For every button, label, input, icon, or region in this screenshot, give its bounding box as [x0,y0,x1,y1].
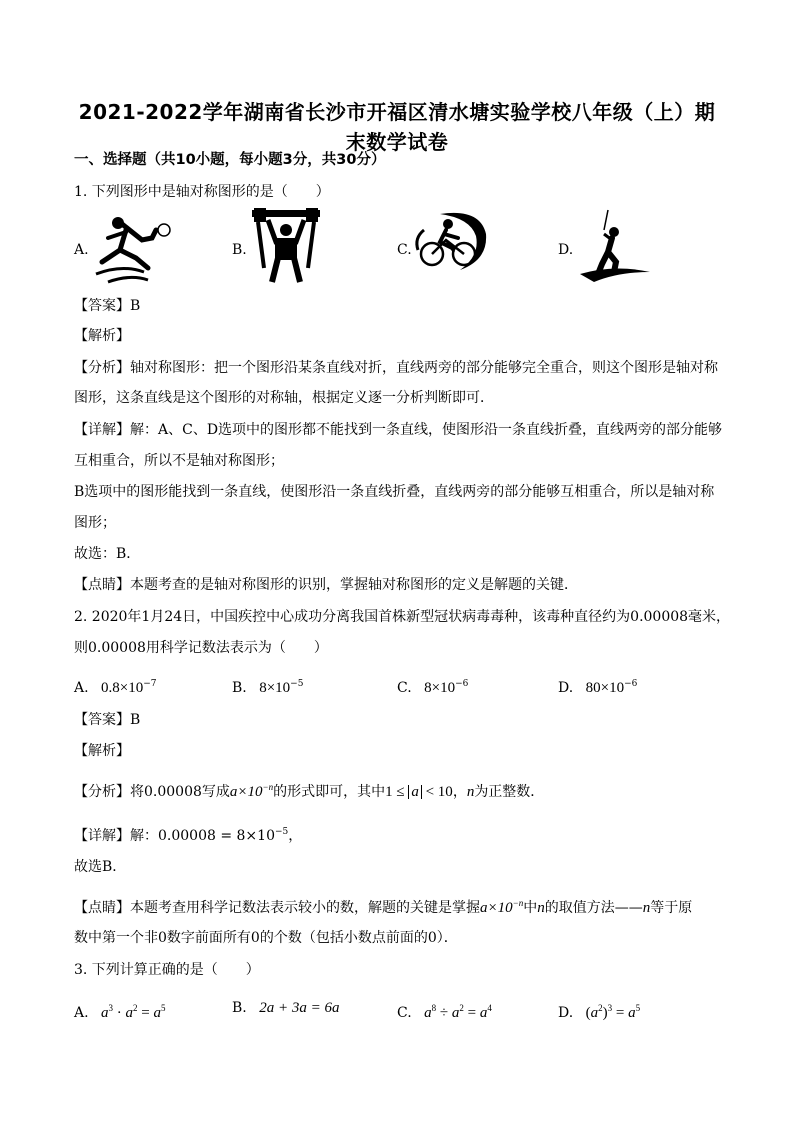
q2-fenxi: 【分析】将0.00008写成$a\times 10^{-n}$的形式即可，其中1 ≤ a < 10，n为正整数． [74,782,545,800]
q3-option-a-label: A. [74,1005,89,1021]
q3-option-a [74,998,165,1023]
q1-xiangjie-2: 互相重合，所以不是轴对称图形； [74,453,284,469]
q2-answer: 【答案】B [74,712,141,728]
q2-dianjing-mid2: 的取值方法—— [544,900,643,916]
q2-dianjing-n: n [537,900,545,916]
q3-option-d-label: D. [558,1005,574,1021]
q2-xiangjie-tail: ， [288,828,303,844]
q1-xiangjie-1: 【详解】解：A、C、D选项中的图形都不能找到一条直线，使图形沿一条直线折叠，直线两旁的部分能够 [74,422,723,438]
q2-option-b-label: B. [232,680,247,696]
q2-dianjing-expr: a×10 [480,900,513,916]
q2-option-d-exp: −6 [624,679,638,689]
q2-choose: 故选B． [74,859,127,875]
q3-option-c [397,998,492,1023]
page-title-line2: 末数学试卷 [345,130,449,154]
q2-xiangjie-pre: 【详解】解：0.00008 = 8×10 [74,828,275,844]
q2-option-b-coef: 8×10 [259,680,291,696]
q2-dianjing-2: 数中第一个非0数字前面所有0的个数（包括小数点前面的0）． [74,930,458,946]
q2-xiangjie-exp: −5 [274,827,289,837]
q1-fenxi-1: 【分析】轴对称图形：把一个图形沿某条直线对折，直线两旁的部分能够完全重合，则这个图形是轴对称 [74,360,718,376]
q2-option-a-label: A. [74,680,89,696]
q2-fenxi-expr: a×10 [229,784,263,800]
q1-option-b-label: B. [232,242,247,258]
q2-analysis-label: 【解析】 [74,743,130,759]
volleyball-player-icon [92,210,174,284]
q2-option-d-label: D. [558,680,574,696]
q2-option-d [558,674,637,698]
q1-choose: 故选：B． [74,546,141,562]
q2-option-c [397,674,468,698]
q3-option-b-label: B. [232,1000,247,1016]
q1-stem: 1. 下列图形中是轴对称图形的是（ ） [74,184,330,200]
q2-option-c-label: C. [397,680,412,696]
q2-option-b-exp: −5 [290,679,304,689]
q3-stem: 3. 下列计算正确的是（ ） [74,962,260,978]
q1-option-c-label: C. [397,242,412,258]
q2-xiangjie [74,822,302,846]
q2-option-a-coef: 0.8×10 [101,680,144,696]
section-heading: 一、选择题（共10小题，每小题3分，共30分） [74,152,386,168]
q3-option-d [558,998,640,1023]
q1-dianjing: 【点睛】本题考查的是轴对称图形的识别，掌握轴对称图形的定义是解题的关键． [74,577,578,593]
q2-fenxi-expr-exp: −n [262,782,274,792]
q2-fenxi-mid: 的形式即可，其中 [273,784,386,800]
q2-option-a-exp: −7 [143,679,157,689]
golfer-icon [574,208,654,284]
q1-answer: 【答案】B [74,298,141,314]
q2-option-c-coef: 8×10 [424,680,456,696]
q3-option-d-expr: $(a^2)^3 = a^5$ [585,1003,641,1021]
q1-xiangjie-4: 图形； [74,515,116,531]
q2-dianjing-pre: 【点睛】本题考查用科学记数法表示较小的数，解题的关键是掌握 [74,900,480,916]
q1-xiangjie-3: B选项中的图形能找到一条直线，使图形沿一条直线折叠，直线两旁的部分能够互相重合，所以是轴对称 [74,484,715,500]
cyclist-icon [410,208,490,274]
q2-option-c-exp: −6 [455,679,469,689]
q2-fenxi-ineq-a: a [411,784,419,800]
q3-option-c-label: C. [397,1005,412,1021]
q3-option-a-expr: $a^3 \cdot a^2 = a^5$ [101,1003,166,1021]
q2-fenxi-ineq-right: < 10 [421,784,453,800]
q3-option-b-expr: 2a + 3a = 6a [259,1000,340,1016]
q2-option-d-coef: 80×10 [585,680,625,696]
q2-fenxi-pre: 【分析】将0.00008写成 [74,784,230,800]
weightlifter-icon [250,208,322,284]
q3-option-b [232,998,339,1018]
q2-dianjing-tail: 等于原 [650,900,693,916]
q2-option-a [74,674,157,698]
q2-stem-2: 则0.00008用科学记数法表示为（ ） [74,640,328,656]
q1-option-a-label: A. [74,242,89,258]
q2-dianjing-n2: n [642,900,651,916]
q3-option-c-expr: $a^8 \div a^2 = a^4$ [424,1003,492,1021]
q2-dianjing-expr-exp: −n [512,898,524,908]
q2-dianjing-mid: 中 [523,900,538,916]
q2-stem-1: 2. 2020年1月24日，中国疾控中心成功分离我国首株新型冠状病毒毒种，该毒种直径约为0.00008毫米， [74,609,731,625]
q2-option-b [232,674,303,698]
q2-fenxi-ineq-left: 1 ≤ [385,784,409,800]
q1-fenxi-2: 图形，这条直线是这个图形的对称轴，根据定义逐一分析判断即可． [74,390,494,406]
page-title-line1: 2021-2022学年湖南省长沙市开福区清水塘实验学校八年级（上）期 [78,100,716,124]
q1-option-d-label: D. [558,242,574,258]
q1-analysis-label: 【解析】 [74,328,130,344]
q2-dianjing [74,893,692,918]
q2-fenxi-tail-n: n [466,784,475,800]
q2-fenxi-tail: 为正整数． [474,784,545,800]
